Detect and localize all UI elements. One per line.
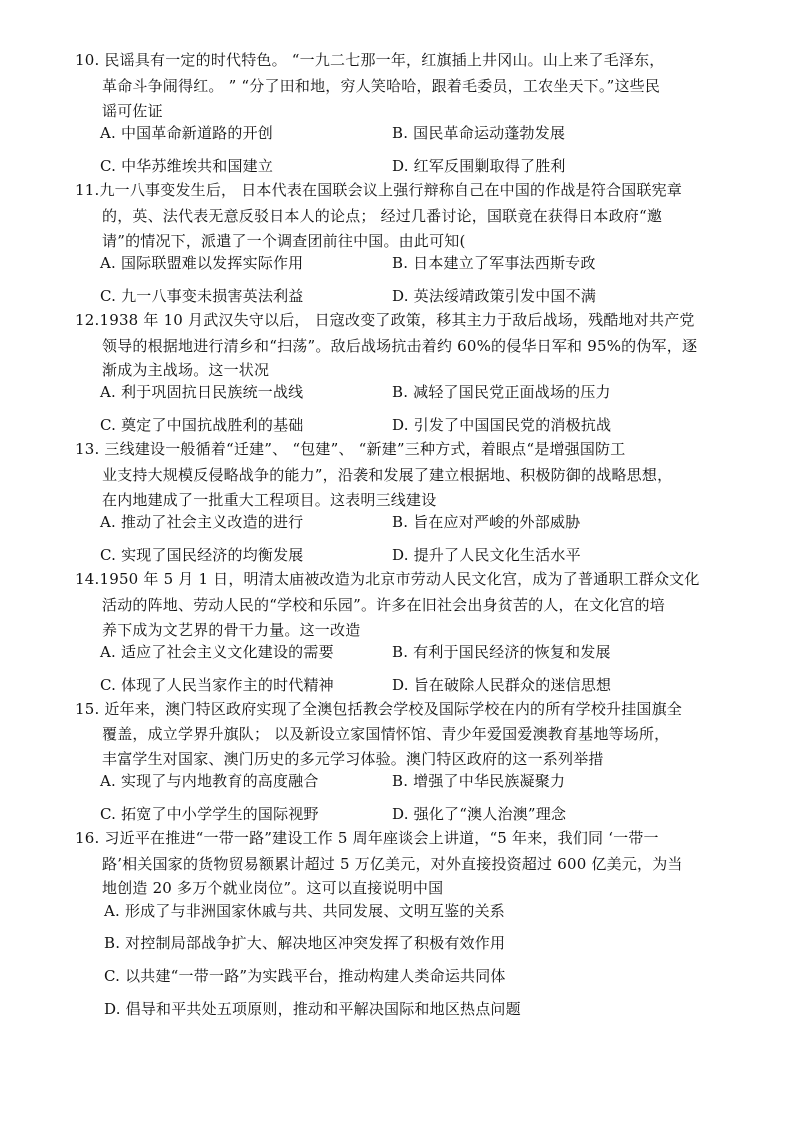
q14-stem-line-1: 14.1950 年 5 月 1 日，明清太庙被改造为北京市劳动人民文化宫，成为了普通职工群众文化 <box>75 570 700 588</box>
q11-stem-line-2: 的，英、法代表无意反驳日本人的论点； 经过几番讨论，国联竟在获得日本政府“邀 <box>102 207 663 225</box>
q13-stem-line-2: 业支持大规模反侵略战争的能力”，沿袭和发展了建立根据地、积极防御的战略思想， <box>102 466 673 484</box>
q10-stem-line-3: 谣可佐证 <box>102 102 163 120</box>
q16-option-b: B. 对控制局部战争扩大、解决地区冲突发挥了积极有效作用 <box>104 934 506 952</box>
q10-option-b: B. 国民革命运动蓬勃发展 <box>392 124 566 142</box>
q12-option-a: A. 利于巩固抗日民族统一战线 <box>100 383 304 401</box>
q14-option-c: C. 体现了人民当家作主的时代精神 <box>100 676 334 694</box>
q11-stem-line-1: 11.九一八事变发生后， 日本代表在国联会议上强行辩称自己在中国的作战是符合国联宪章 <box>75 181 683 199</box>
q16-stem-line-3: 地创造 20 多万个就业岗位”。这可以直接说明中国 <box>102 879 444 897</box>
q12-stem-line-2: 领导的根据地进行清乡和“扫荡”。敌后战场抗击着约 60%的侵华日军和 95%的伪军，逐 <box>102 337 698 355</box>
q10-option-a: A. 中国革命新道路的开创 <box>100 124 273 142</box>
q12-option-c: C. 奠定了中国抗战胜利的基础 <box>100 416 304 434</box>
q14-option-a: A. 适应了社会主义文化建设的需要 <box>100 643 334 661</box>
q11-option-d: D. 英法绥靖政策引发中国不满 <box>392 287 597 305</box>
q12-stem-line-3: 渐成为主战场。这一状况 <box>102 361 270 379</box>
q12-option-d: D. 引发了中国国民党的消极抗战 <box>392 416 612 434</box>
q10-stem-line-1: 10. 民谣具有一定的时代特色。 “一九二七那一年，红旗插上井冈山。山上来了毛泽东， <box>75 51 665 69</box>
q13-option-a: A. 推动了社会主义改造的进行 <box>100 513 304 531</box>
q13-stem-line-1: 13. 三线建设一般循着“迁建”、 “包建”、 “新建”三种方式，着眼点“是增强国防工 <box>75 440 626 458</box>
q11-option-a: A. 国际联盟难以发挥实际作用 <box>100 254 304 272</box>
q16-stem-line-2: 路’相关国家的货物贸易额累计超过 5 万亿美元，对外直接投资超过 600 亿美元，为当 <box>102 855 683 873</box>
q14-option-b: B. 有利于国民经济的恢复和发展 <box>392 643 611 661</box>
q13-option-d: D. 提升了人民文化生活水平 <box>392 546 581 564</box>
q15-option-c: C. 拓宽了中小学学生的国际视野 <box>100 805 319 823</box>
q15-option-b: B. 增强了中华民族凝聚力 <box>392 772 566 790</box>
q11-stem-line-3: 请”的情况下，派遣了一个调查团前往中国。由此可知( <box>102 232 466 250</box>
q13-option-b: B. 旨在应对严峻的外部威胁 <box>392 513 581 531</box>
q11-option-b: B. 日本建立了军事法西斯专政 <box>392 254 596 272</box>
q14-stem-line-3: 养下成为文艺界的骨干力量。这一改造 <box>102 621 361 639</box>
q14-option-d: D. 旨在破除人民群众的迷信思想 <box>392 676 612 694</box>
q10-option-c: C. 中华苏维埃共和国建立 <box>100 157 274 175</box>
q10-option-d: D. 红军反围剿取得了胜利 <box>392 157 566 175</box>
q16-option-c: C. 以共建“一带一路”为实践平台，推动构建人类命运共同体 <box>104 967 506 985</box>
q12-option-b: B. 减轻了国民党正面战场的压力 <box>392 383 611 401</box>
q14-stem-line-2: 活动的阵地、劳动人民的“学校和乐园”。许多在旧社会出身贫苦的人，在文化宫的培 <box>102 596 665 614</box>
q11-option-c: C. 九一八事变未损害英法利益 <box>100 287 304 305</box>
q13-option-c: C. 实现了国民经济的均衡发展 <box>100 546 304 564</box>
q15-stem-line-2: 覆盖，成立学界升旗队； 以及新设立家国情怀馆、青少年爱国爱澳教育基地等场所， <box>102 725 670 743</box>
q13-stem-line-3: 在内地建成了一批重大工程项目。这表明三线建设 <box>102 491 437 509</box>
q15-option-d: D. 强化了“澳人治澳”理念 <box>392 805 567 823</box>
q16-stem-line-1: 16. 习近平在推进“一带一路”建设工作 5 周年座谈会上讲道，“5 年来，我们同 ‘一带一 <box>75 829 659 847</box>
q15-stem-line-1: 15. 近年来，澳门特区政府实现了全澳包括教会学校及国际学校在内的所有学校升挂国旗全 <box>75 700 683 718</box>
q16-option-d: D. 倡导和平共处五项原则，推动和平解决国际和地区热点问题 <box>104 1000 521 1018</box>
q15-stem-line-3: 丰富学生对国家、澳门历史的多元学习体验。澳门特区政府的这一系列举措 <box>102 750 604 768</box>
q16-option-a: A. 形成了与非洲国家休戚与共、共同发展、文明互鉴的关系 <box>104 902 505 920</box>
q10-stem-line-2: 革命斗争闹得红。 ” “分了田和地，穷人笑哈哈，跟着毛委员，工农坐天下。”这些民 <box>102 77 661 95</box>
q12-stem-line-1: 12.1938 年 10 月武汉失守以后， 日寇改变了政策，移其主力于敌后战场，残酷地对共产党 <box>75 311 695 329</box>
q15-option-a: A. 实现了与内地教育的高度融合 <box>100 772 319 790</box>
